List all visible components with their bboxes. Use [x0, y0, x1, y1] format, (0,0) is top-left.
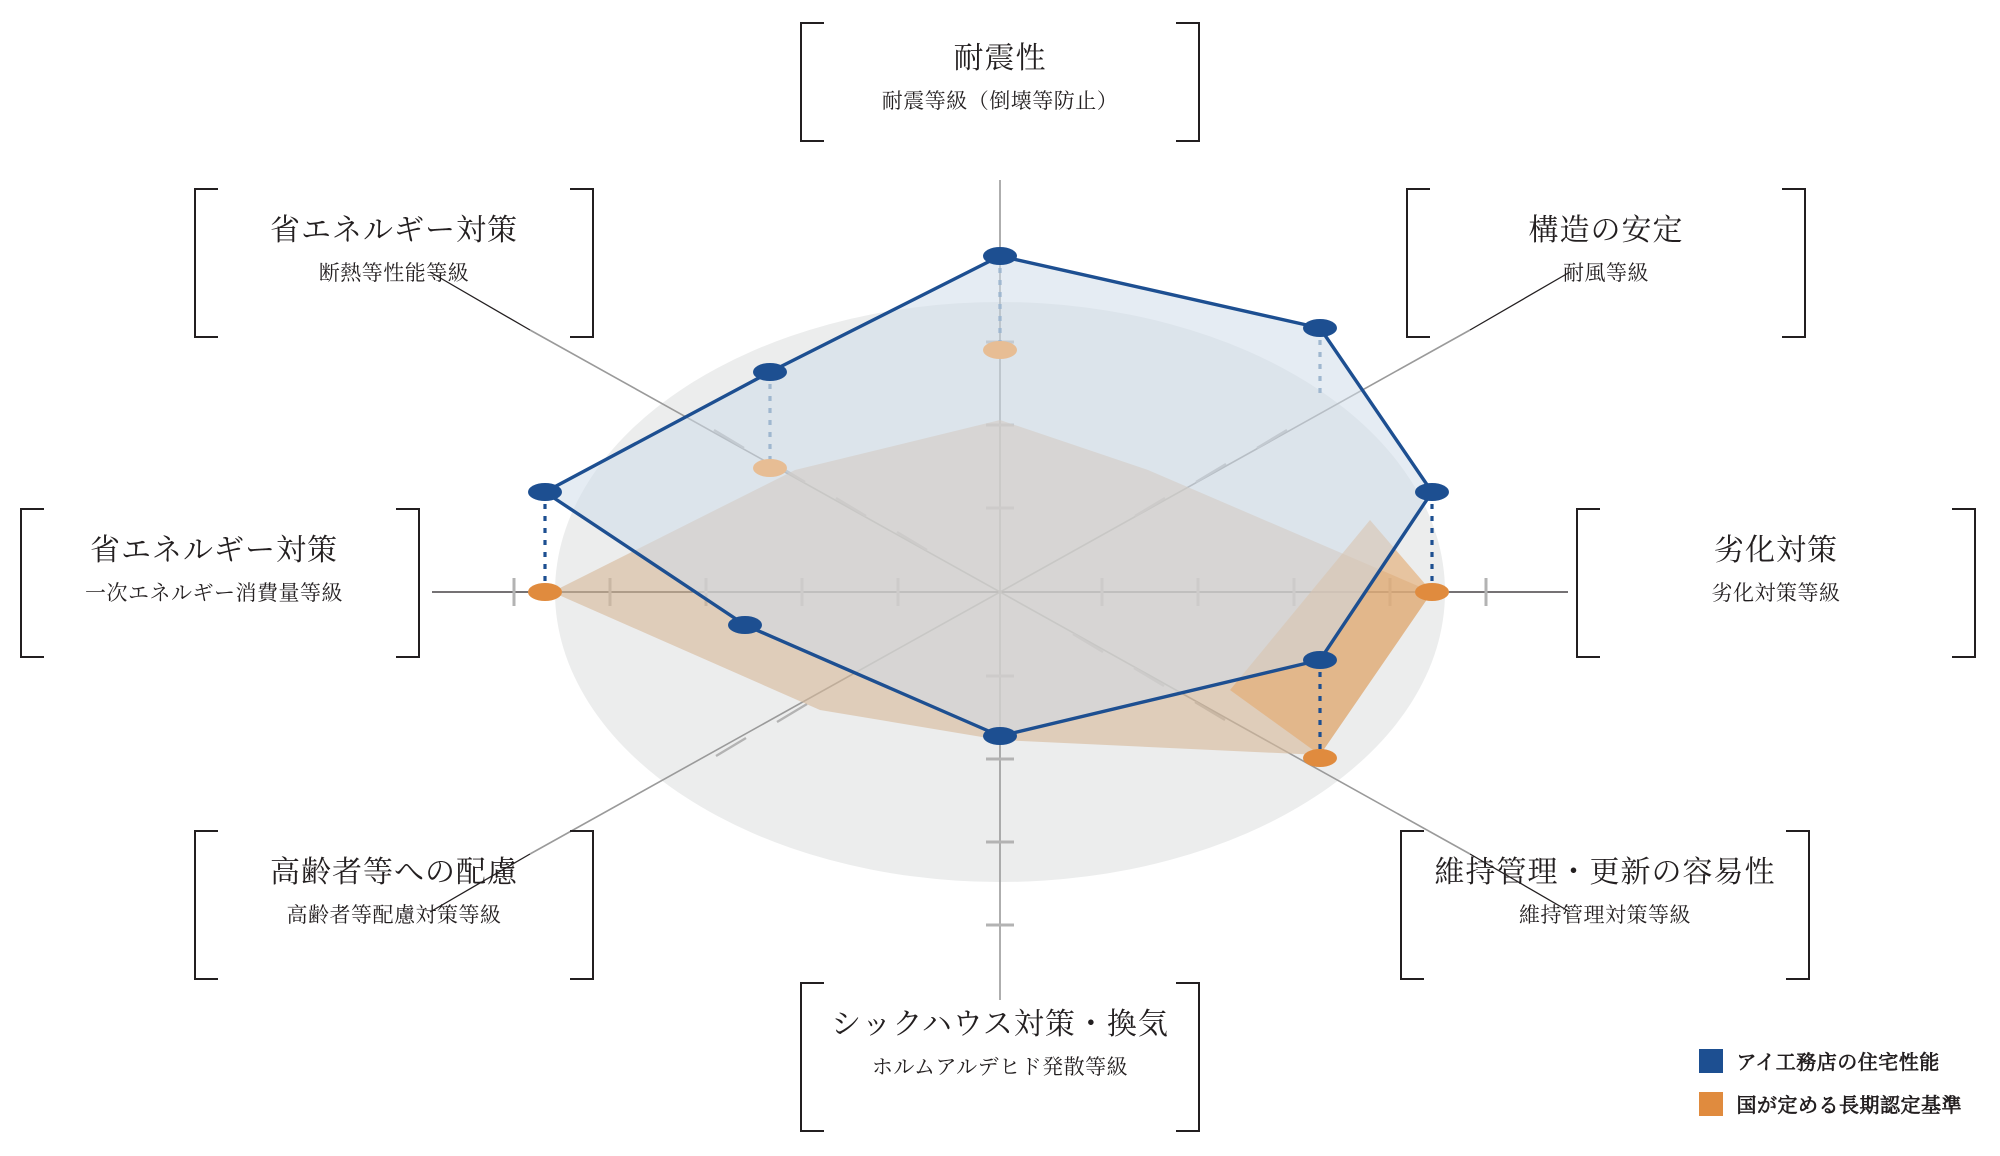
- axis-label-sickhouse-title: シックハウス対策・換気: [831, 1008, 1169, 1041]
- legend-swatch-company: [1699, 1049, 1723, 1073]
- legend-item-national-standard: [1699, 1089, 1963, 1118]
- axis-label-degradation-title: 劣化対策: [1714, 534, 1838, 567]
- chart-legend: [1699, 1046, 1963, 1118]
- axis-label-maintenance-subtitle: 維持管理対策等級: [1519, 903, 1691, 927]
- axis-label-seismic-title: 耐震性: [953, 42, 1047, 75]
- axis-label-insulation-subtitle: 断熱等性能等級: [318, 261, 470, 285]
- axis-label-maintenance-title: 維持管理・更新の容易性: [1434, 856, 1776, 889]
- axis-label-degradation: [1576, 532, 1976, 607]
- axis-label-structure: [1406, 212, 1806, 287]
- axis-label-elderly: [194, 854, 594, 929]
- axis-label-sickhouse-subtitle: ホルムアルデヒド発散等級: [871, 1055, 1129, 1079]
- axis-label-structure-subtitle: 耐風等級: [1563, 261, 1649, 285]
- axis-label-seismic-subtitle: 耐震等級（倒壊等防止）: [881, 89, 1119, 113]
- axis-label-structure-title: 構造の安定: [1528, 214, 1684, 247]
- axis-label-elderly-title: 高齢者等への配慮: [270, 856, 518, 889]
- legend-label-company: アイ工務店の住宅性能: [1736, 1052, 1940, 1074]
- axis-label-primary-energy-subtitle: 一次エネルギー消費量等級: [85, 581, 343, 605]
- legend-swatch-national-standard: [1699, 1092, 1723, 1116]
- axis-label-degradation-subtitle: 劣化対策等級: [1711, 581, 1841, 605]
- axis-label-primary-energy: [14, 532, 414, 607]
- axis-label-sickhouse: [800, 1006, 1200, 1081]
- legend-item-company: [1699, 1046, 1963, 1075]
- axis-label-insulation: [194, 212, 594, 287]
- axis-label-seismic: [800, 40, 1200, 115]
- axis-label-primary-energy-title: 省エネルギー対策: [90, 534, 338, 567]
- legend-label-national-standard: 国が定める長期認定基準: [1736, 1095, 1962, 1117]
- axis-label-insulation-title: 省エネルギー対策: [270, 214, 518, 247]
- axis-label-maintenance: [1400, 854, 1810, 929]
- axis-label-elderly-subtitle: 高齢者等配慮対策等級: [286, 903, 502, 927]
